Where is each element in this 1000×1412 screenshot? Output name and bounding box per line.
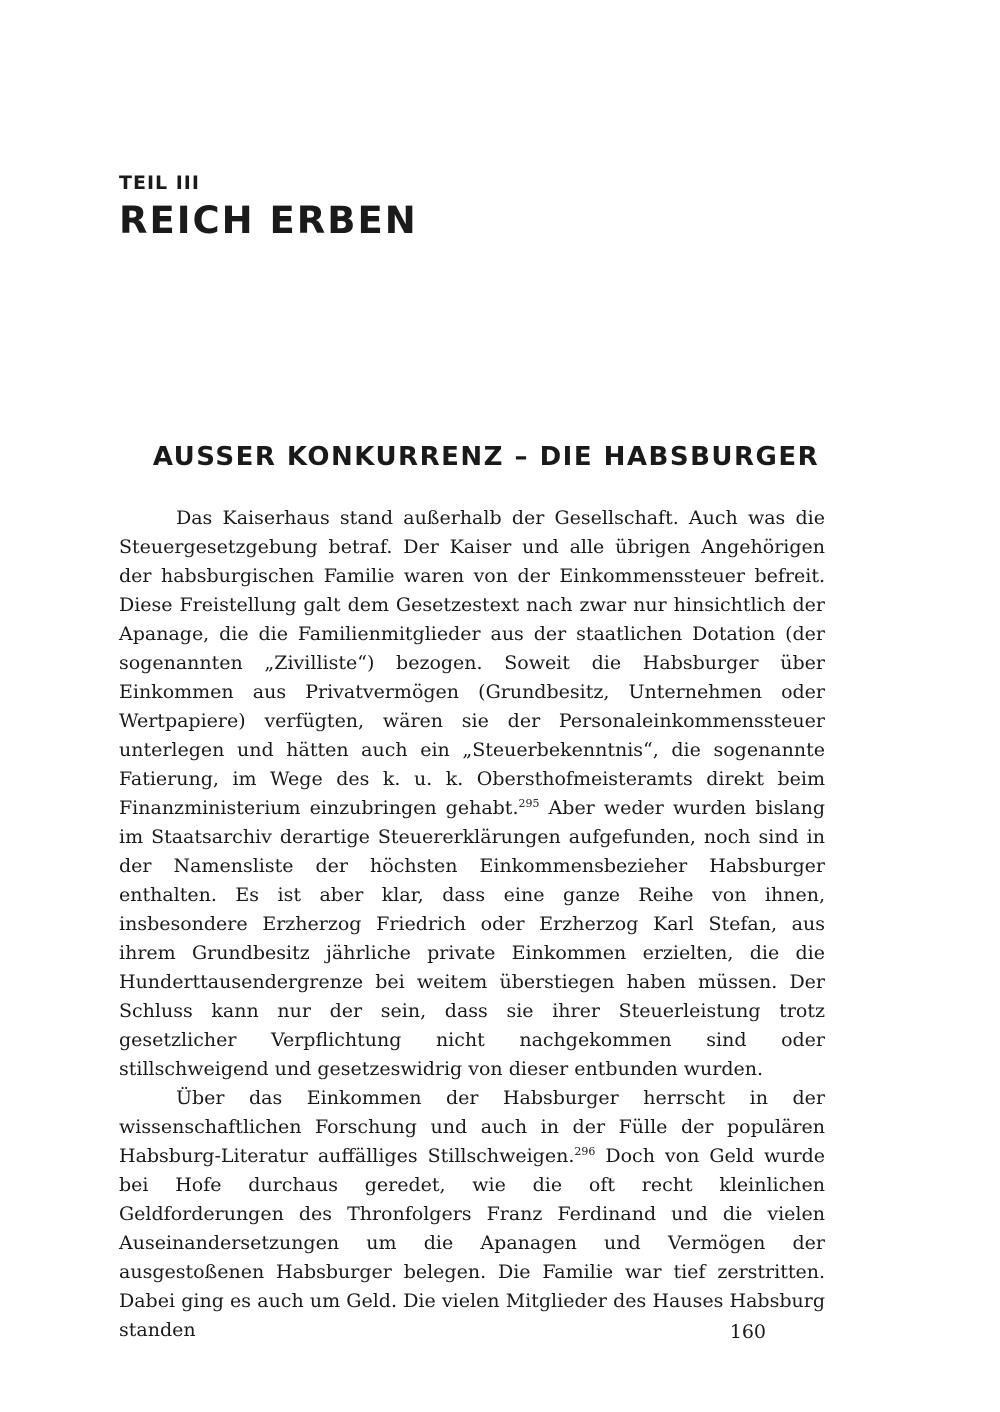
paragraph-1-text-a: Das Kaiserhaus stand außerhalb der Gesellschaft. Auch was die Steuergesetzgebung betraf. Der Kaiser und alle übrigen Angehörigen der habsburgischen Familie waren von der Einkommenssteuer befreit. Diese Freistellung galt dem Gesetzestext nach zwar nur hinsichtlich der Apanage, die die Familienmitglieder aus der staatlichen Dotation (der sogenannten „Zivilliste“) bezogen. Soweit die Habsburger über Einkommen aus Privatvermögen (Grundbesitz, Unternehmen oder Wertpapiere) verfügten, wären sie der Personaleinkommenssteuer unterlegen und hätten auch ein „Steuerbekenntnis“, die sogenannte Fatierung, im Wege des k. u. k. Obersthofmeisteramts direkt beim Finanzministerium einzubringen gehabt.: [119, 507, 825, 819]
footnote-marker-296[interactable]: 296: [574, 1145, 596, 1158]
body-text: [119, 504, 825, 1345]
paragraph-1: [119, 504, 825, 1084]
part-title: REICH ERBEN: [119, 199, 418, 242]
footnote-marker-295[interactable]: 295: [518, 797, 540, 810]
page-number: 160: [729, 1321, 766, 1343]
part-label: TEIL III: [119, 172, 200, 194]
paragraph-1-text-b: Aber weder wurden bislang im Staatsarchiv derartige Steuererklärungen aufgefunden, noch sind in der Namensliste der höchsten Einkommensbezieher Habsburger enthalten. Es ist aber klar, dass eine ganze Reihe von ihnen, insbesondere Erzherzog Friedrich oder Erzherzog Karl Stefan, aus ihrem Grundbesitz jährliche private Einkommen erzielten, die die Hunderttausendergrenze bei weitem überstiegen haben müssen. Der Schluss kann nur der sein, dass sie ihrer Steuerleistung trotz gesetzlicher Verpflichtung nicht nachgekommen sind oder stillschweigend und gesetzeswidrig von dieser entbunden wurden.: [119, 797, 825, 1080]
chapter-title: AUSSER KONKURRENZ – DIE HABSBURGER: [152, 442, 820, 472]
paragraph-2-text-b: Doch von Geld wurde bei Hofe durchaus geredet, wie die oft recht kleinlichen Geldforderungen des Thronfolgers Franz Ferdinand und die vielen Auseinandersetzungen um die Apanagen und Vermögen der ausgestoßenen Habsburger belegen. Die Familie war tief zerstritten. Dabei ging es auch um Geld. Die vielen Mitglieder des Hauses Habsburg standen: [119, 1145, 825, 1341]
paragraph-2: [119, 1084, 825, 1345]
paragraph-2-text-a: Über das Einkommen der Habsburger herrscht in der wissenschaftlichen Forschung und auch in der Fülle der populären Habsburg-Literatur auffälliges Stillschweigen.: [119, 1087, 825, 1167]
